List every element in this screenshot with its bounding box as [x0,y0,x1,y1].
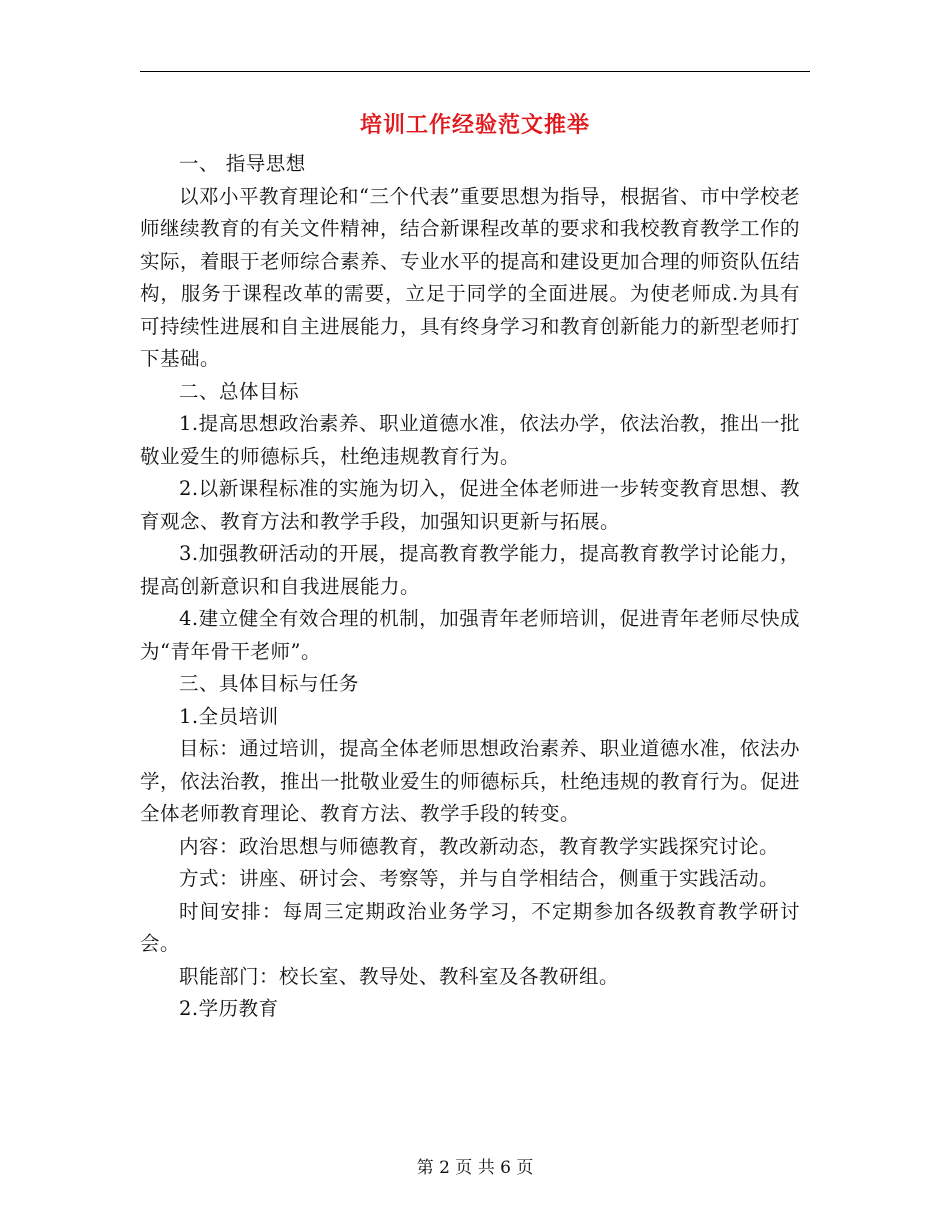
page-number-footer: 第 2 页 共 6 页 [416,1158,534,1178]
paragraph-responsible-departments: 职能部门：校长室、教导处、教科室及各教研组。 [179,964,620,988]
paragraph-training-content: 内容：政治思想与师德教育，教改新动态，教育教学实践探究讨论。 [179,834,780,858]
goal-item-3: 3.加强教研活动的开展，提高教育教学能力，提高教育教学讨论能力，提高创新意识和自我进展能力。 [140,542,800,598]
document-body [140,148,800,1026]
subsection-heading-degree-education: 2.学历教育 [179,997,279,1020]
document-title: 培训工作经验范文推举 [359,113,590,138]
section-heading-specific-goals: 三、具体目标与任务 [179,672,360,695]
section-heading-overall-goals: 二、总体目标 [179,379,300,403]
goal-item-2: 2.以新课程标准的实施为切入，促进全体老师进一步转变教育思想、教育观念、教育方法和教学手段，加强知识更新与拓展。 [140,477,800,533]
subsection-heading-all-staff-training: 1.全员培训 [179,704,279,728]
header-rule [140,71,810,72]
goal-item-4: 4.建立健全有效合理的机制，加强青年老师培训，促进青年老师尽快成为“青年骨干老师”。 [140,607,800,663]
paragraph-training-method: 方式：讲座、研讨会、考察等，并与自学相结合，侧重于实践活动。 [179,867,780,890]
goal-item-1: 1.提高思想政治素养、职业道德水准，依法办学，依法治教，推出一批敬业爱生的师德标兵，杜绝违规教育行为。 [140,412,800,468]
paragraph-training-schedule: 时间安排：每周三定期政治业务学习，不定期参加各级教育教学研讨会。 [140,899,800,955]
section-heading-guiding-ideology: 一、 指导思想 [179,152,306,175]
paragraph-training-objective: 目标：通过培训，提高全体老师思想政治素养、职业道德水准，依法办学，依法治教，推出一批敬业爱生的师德标兵，杜绝违规的教育行为。促进全体老师教育理论、教育方法、教学手段的转变。 [140,737,801,825]
paragraph-guiding-ideology: 以邓小平教育理论和“三个代表”重要思想为指导，根据省、市中学校老师继续教育的有关文件精神，结合新课程改革的要求和我校教育教学工作的实际，着眼于老师综合素养、专业水平的提高和建设更加合理的师资队伍结构，服务于课程改革的需要，立足于同学的全面进展。为使老师成.为具有可持续性进展和自主进展能力，具有终身学习和教育创新能力的新型老师打下基础。 [140,184,801,370]
